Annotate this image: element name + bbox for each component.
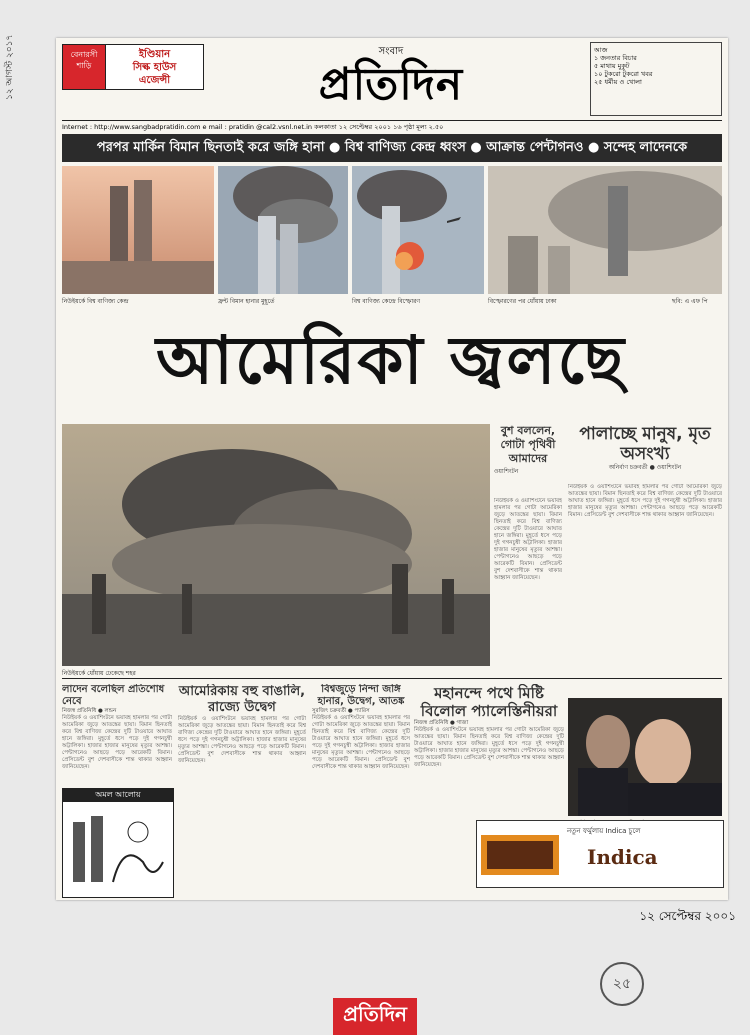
indica-box-image	[481, 827, 561, 881]
index-item: আজ	[594, 46, 608, 54]
indica-brand: Indica	[587, 845, 658, 869]
footer-logo	[0, 998, 750, 1035]
masthead	[231, 44, 551, 109]
main-headline: আমেরিকা জ্বলছে	[155, 321, 627, 399]
banner-headline: পরপর মার্কিন বিমান ছিনতাই করে জঙ্গি হানা ● বিশ্ব বাণিজ্য কেন্দ্র ধ্বংস ● আক্রান্ত পেন্টাগনও ● সন্দেহ লাদেনকে	[62, 134, 722, 162]
story-world-title: বিশ্বজুড়ে নিন্দা জঙ্গি হানার, উদ্বেগ, আতঙ্ক	[317, 684, 405, 707]
ad-right-label	[106, 45, 203, 89]
index-item: ১ জনতার বিচার	[594, 54, 637, 62]
cartoon-drawing	[63, 802, 171, 892]
cartoon-label: অমল আলোয়	[63, 789, 173, 802]
story-bengali-title: আমেরিকায় বহু বাঙালি, রাজ্যে উদ্বেগ	[178, 684, 306, 715]
photo-caption: নিউইয়র্কে বিশ্ব বাণিজ্য কেন্দ্র	[62, 298, 129, 305]
sub1-title: বুশ বললেন, গোটা পৃথিবী আমাদের	[500, 424, 556, 465]
ad-line-2: সিল্ক হাউস	[132, 62, 177, 73]
photo-credit: ছবি: এ এফ পি	[672, 298, 708, 305]
tower-smoke-photo	[218, 166, 348, 294]
sub2-title: পালাচ্ছে মানুষ, মৃত অসংখ্য	[579, 424, 711, 464]
photo-caption: বিস্ফোরণের পর ধোঁয়ায় ঢাকা	[488, 298, 557, 305]
ad-line-1: ইণ্ডিয়ান	[138, 49, 171, 60]
ad-left-label: বেনারসী শাড়ি	[63, 45, 106, 89]
info-line: Internet : http://www.sangbadpratidin.com e mail : pratidin @cal2.vsnl.net.in কলকাতা ১২ সেপ্টেম্বর ২০০১ ১৬ পৃষ্ঠা মূল্য ২.৫০	[62, 120, 722, 135]
story-sweets-byline: নিজস্ব প্রতিনিধি ● গাজা	[414, 720, 469, 726]
anniversary-stamp: ২৫	[600, 962, 644, 1006]
photo-caption: ফ্রন্ট বিমান হানার মুহূর্তে	[218, 298, 275, 305]
index-item: ১০ টুকরো টুকরো খবর	[594, 70, 653, 78]
index-item: ২৫ ধর্মীয় ও খোলা	[594, 78, 642, 86]
photo-strip	[62, 166, 722, 306]
plane-impact-photo	[352, 166, 484, 294]
story-ladin	[62, 684, 172, 784]
index-box	[590, 42, 722, 116]
masthead-small: সংবাদ	[378, 46, 404, 57]
story-sweets-title: মহানন্দে পথে মিষ্টি বিলোল প্যালেস্তিনীয়রা	[420, 684, 558, 720]
sub2-byline: অনির্বাণ চক্রবর্তী ● ওয়াশিংটন	[608, 464, 682, 471]
main-photo-caption: নিউইয়র্কে ধোঁয়ায় ঢেকেছে শহর	[62, 670, 136, 677]
story-ladin-body: নিউইয়র্ক ও ওয়াশিংটনে ভয়াবহ হামলার পর গোটা আমেরিকা জুড়ে আতঙ্কের ছায়া। বিমান ছিনতাই করে বিশ্ব বাণিজ্য কেন্দ্রের দুটি টাওয়ারে আঘাত হানে জঙ্গিরা। মুহূর্তে ধসে পড়ে দুই গগনচুম্বী অট্টালিকা। হাজার হাজার মানুষের মৃত্যুর আশঙ্কা। পেন্টাগনেও আছড়ে পড়ে আরেকটি বিমান। প্রেসিডেন্ট বুশ দেশবাসীকে শান্ত থাকার আহ্বান জানিয়েছেন।	[62, 715, 172, 770]
footer-logo-text: প্রতিদিন	[333, 998, 417, 1035]
story-bengali-body: নিউইয়র্ক ও ওয়াশিংটনে ভয়াবহ হামলার পর গোটা আমেরিকা জুড়ে আতঙ্কের ছায়া। বিমান ছিনতাই করে বিশ্ব বাণিজ্য কেন্দ্রের দুটি টাওয়ারে আঘাত হানে জঙ্গিরা। মুহূর্তে ধসে পড়ে দুই গগনচুম্বী অট্টালিকা। হাজার হাজার মানুষের মৃত্যুর আশঙ্কা। পেন্টাগনেও আছড়ে পড়ে আরেকটি বিমান। প্রেসিডেন্ট বুশ দেশবাসীকে শান্ত থাকার আহ্বান জানিয়েছেন।	[178, 716, 306, 764]
story-world-body: নিউইয়র্ক ও ওয়াশিংটনে ভয়াবহ হামলার পর গোটা আমেরিকা জুড়ে আতঙ্কের ছায়া। বিমান ছিনতাই করে বিশ্ব বাণিজ্য কেন্দ্রের দুটি টাওয়ারে আঘাত হানে জঙ্গিরা। মুহূর্তে ধসে পড়ে দুই গগনচুম্বী অট্টালিকা। হাজার হাজার মানুষের মৃত্যুর আশঙ্কা। পেন্টাগনেও আছড়ে পড়ে আরেকটি বিমান। প্রেসিডেন্ট বুশ দেশবাসীকে শান্ত থাকার আহ্বান জানিয়েছেন।	[312, 715, 410, 770]
cartoon-box	[62, 788, 174, 898]
sub1-box	[494, 424, 562, 494]
masthead-title: প্রতিদিন	[318, 59, 464, 110]
sub1-body: নিউইয়র্ক ও ওয়াশিংটনে ভয়াবহ হামলার পর গোটা আমেরিকা জুড়ে আতঙ্কের ছায়া। বিমান ছিনতাই করে বিশ্ব বাণিজ্য কেন্দ্রের দুটি টাওয়ারে আঘাত হানে জঙ্গিরা। মুহূর্তে ধসে পড়ে দুই গগনচুম্বী অট্টালিকা। হাজার হাজার মানুষের মৃত্যুর আশঙ্কা। পেন্টাগনেও আছড়ে পড়ে আরেকটি বিমান। প্রেসিডেন্ট বুশ দেশবাসীকে শান্ত থাকার আহ্বান জানিয়েছেন।	[494, 498, 562, 581]
divider	[62, 678, 722, 679]
footer-date: ১২ সেপ্টেম্বর ২০০১	[639, 909, 736, 923]
top-left-ad	[62, 44, 204, 90]
indica-ad-text: নতুন ফর্মুলায় Indica চুলে	[567, 827, 641, 835]
story-world	[312, 684, 410, 894]
ad-line-3: এজেন্সী	[138, 75, 171, 86]
bush-photo	[568, 698, 722, 816]
story-sweets-body: নিউইয়র্ক ও ওয়াশিংটনে ভয়াবহ হামলার পর গোটা আমেরিকা জুড়ে আতঙ্কের ছায়া। বিমান ছিনতাই করে বিশ্ব বাণিজ্য কেন্দ্রের দুটি টাওয়ারে আঘাত হানে জঙ্গিরা। মুহূর্তে ধসে পড়ে দুই গগনচুম্বী অট্টালিকা। হাজার হাজার মানুষের মৃত্যুর আশঙ্কা। পেন্টাগনেও আছড়ে পড়ে আরেকটি বিমান। প্রেসিডেন্ট বুশ দেশবাসীকে শান্ত থাকার আহ্বান জানিয়েছেন।	[414, 727, 564, 768]
story-world-byline: সুরজিৎ চক্রবর্তী ● প্যারিস	[312, 708, 370, 714]
story-bengali	[178, 684, 306, 894]
towers-photo	[62, 166, 214, 294]
sub1-byline: ওয়াশিংটন	[494, 468, 519, 475]
collapse-photo	[488, 166, 722, 294]
sub2-body: নিউইয়র্ক ও ওয়াশিংটনে ভয়াবহ হামলার পর গোটা আমেরিকা জুড়ে আতঙ্কের ছায়া। বিমান ছিনতাই করে বিশ্ব বাণিজ্য কেন্দ্রের দুটি টাওয়ারে আঘাত হানে জঙ্গিরা। মুহূর্তে ধসে পড়ে দুই গগনচুম্বী অট্টালিকা। হাজার হাজার মানুষের মৃত্যুর আশঙ্কা। পেন্টাগনেও আছড়ে পড়ে আরেকটি বিমান। প্রেসিডেন্ট বুশ দেশবাসীকে শান্ত থাকার আহ্বান জানিয়েছেন।	[568, 484, 722, 518]
photo-caption: বিশ্ব বাণিজ্য কেন্দ্রে বিস্ফোরণ	[352, 298, 421, 305]
indica-ad	[476, 820, 724, 888]
index-item: ৫ মাথায় মুকুট	[594, 62, 630, 70]
side-date: ১২ আগস্ট ২০১৭	[5, 34, 15, 100]
story-ladin-byline: নিজস্ব প্রতিনিধি ● লন্ডন	[62, 708, 117, 714]
main-smoke-photo	[62, 424, 490, 666]
newspaper-page	[56, 38, 728, 900]
sub2-box	[568, 424, 722, 480]
story-ladin-title: লাদেন বলেছিল প্রতিশোধ নেবে	[62, 684, 165, 707]
